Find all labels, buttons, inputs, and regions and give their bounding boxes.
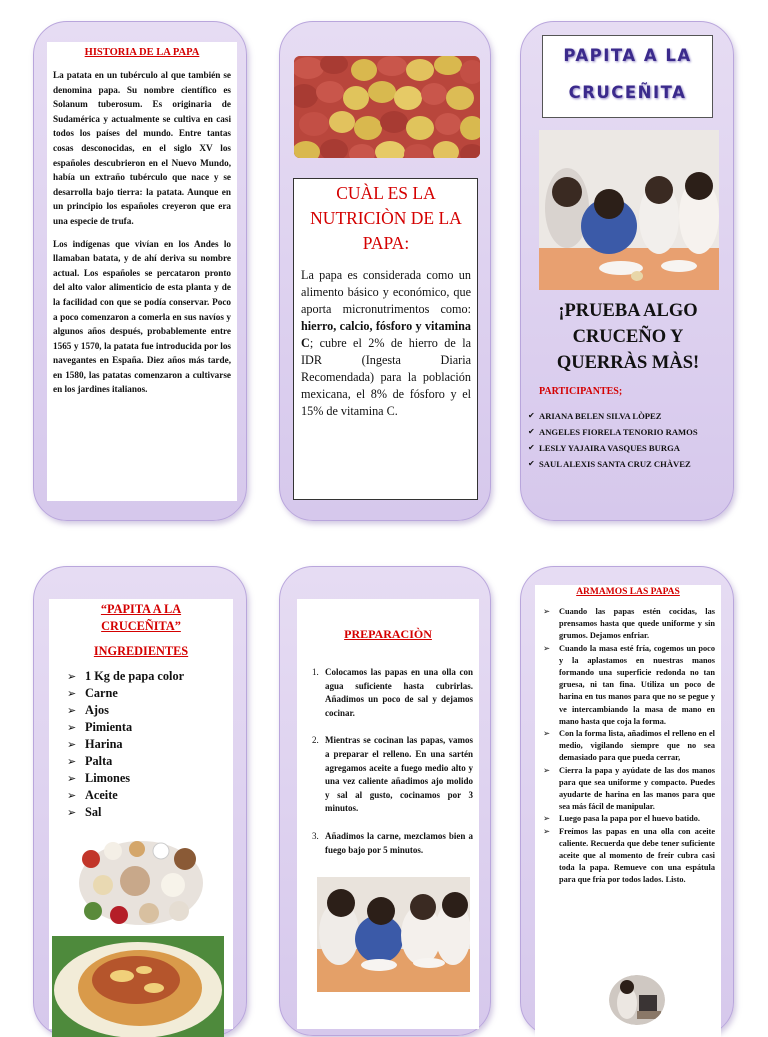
ingredient-item [67, 770, 233, 787]
history-para-1: La patata en un tubérculo al que también se denomina papa. Su nombre científico es Solanum tuberosum. Es originaria de Sudamérica y actualmente se cultiva en casi todos los países del mundo. Entre tantas cosas desconocidas, en el siglo XV los españoles descubrieron en el Nuevo Mundo, había un extraño tubérculo que nace y se desarrolla bajo tierra: la patata. Aunque en un principio los españoles creyeron que era una especie de trufa. [53, 70, 231, 226]
ingredient-item [67, 787, 233, 804]
check-icon: ✔ [528, 427, 535, 436]
participants-label: PARTICIPANTES; [539, 386, 623, 397]
participant-item [528, 408, 734, 424]
assembly-steps [535, 606, 721, 887]
arrow-bullet-icon: ➢ [67, 721, 77, 734]
nutrition-box [293, 178, 478, 500]
assembly-step [543, 813, 715, 825]
ingredient-name: Sal [85, 805, 102, 819]
check-icon: ✔ [528, 443, 535, 452]
check-icon: ✔ [528, 459, 535, 468]
step-text: Luego pasa la papa por el huevo batido. [559, 814, 700, 824]
papa-rellena-photo [52, 936, 224, 1037]
panel-ingredients [33, 566, 247, 1036]
ingredient-name: Limones [85, 771, 131, 785]
nutrition-body-rest: ; cubre el 2% de hierro de la IDR (Ingesta Diaria Recomendada) para la población mexicana, el 8% de fósforo y el 15% de vitamina C. [301, 336, 471, 418]
ingredient-item [67, 702, 233, 719]
participant-item [528, 456, 734, 472]
panel-cover [520, 21, 734, 521]
students-mixing-photo [317, 877, 470, 992]
participant-item [528, 440, 734, 456]
nutrition-body-bold: hierro, calcio, fósforo y vitamina C [301, 319, 471, 350]
arrow-bullet-icon: ➢ [543, 607, 551, 617]
step-text: Colocamos las papas en una olla con agua suficiente hasta cubrirlas. Añadimos un poco de sal y dejamos cocinar. [325, 667, 473, 718]
ingredients-photo [77, 837, 205, 927]
arrow-bullet-icon: ➢ [67, 806, 77, 819]
ingredient-name: Harina [85, 737, 123, 751]
frying-photo [609, 975, 665, 1025]
ingredient-name: Pimienta [85, 720, 133, 734]
panel-nutrition [279, 21, 491, 521]
preparation-step [321, 666, 473, 720]
step-text: Mientras se cocinan las papas, vamos a preparar el relleno. En una sartén agregamos aceite a fuego medio alto y una vez caliente añadimos ajo molido y sal al gusto, cocinamos por 3 minutos. [325, 735, 473, 814]
ingredients-label: INGREDIENTES [93, 644, 189, 658]
panel-assembly [520, 566, 734, 1036]
step-text: Cierra la papa y ayúdate de las dos manos para que sea uniforme y compacto. Puedes ayudarte de harina en las manos para que sea más fácil de manipular. [559, 765, 715, 812]
arrow-bullet-icon: ➢ [543, 765, 551, 776]
panel-history [33, 21, 247, 521]
step-text: Freímos las papas en una olla con aceite caliente. Recuerda que debe tener suficiente aceite que al momento de freír cubra casi toda la papa. Remueve con una espátula para que fría por todos lados. Listo. [559, 826, 715, 885]
preparation-title: PREPARACIÒN [344, 627, 432, 641]
arrow-bullet-icon: ➢ [67, 789, 77, 802]
ingredient-name: Carne [85, 686, 118, 700]
check-icon: ✔ [528, 411, 535, 420]
assembly-box [535, 585, 721, 1037]
ingredient-name: Ajos [85, 703, 109, 717]
step-text: Cuando la masa esté fría, cogemos un poco y la aplastamos en nuestras manos formando una superficie redonda no tan gruesa, ni tan fina. Utiliza un poco de harina en tus manos para que no se pegue y ve intercambiando la masa de mano en mano hasta que coja la forma. [559, 643, 715, 726]
participant-name: ANGELES FIORELA TENORIO RAMOS [539, 427, 698, 437]
arrow-bullet-icon: ➢ [543, 814, 551, 825]
recipe-title: “PAPITA A LA CRUCEÑITA” [100, 602, 182, 633]
assembly-step [543, 765, 715, 814]
ingredient-item [67, 804, 233, 821]
arrow-bullet-icon: ➢ [67, 704, 77, 717]
assembly-step [543, 606, 715, 643]
participants-list [528, 408, 734, 472]
ingredient-item [67, 719, 233, 736]
step-text: Cuando las papas estén cocidas, las prensamos hasta que quede uniforme y sin grumos. Dejamos enfriar. [559, 607, 715, 641]
arrow-bullet-icon: ➢ [543, 643, 551, 654]
nutrition-body [301, 267, 471, 420]
preparation-step [321, 830, 473, 857]
ingredients-list [67, 668, 233, 821]
ingredient-name: Palta [85, 754, 113, 768]
participant-name: ARIANA BELEN SILVA LÒPEZ [539, 411, 662, 421]
assembly-step [543, 643, 715, 728]
assembly-title: ARMAMOS LAS PAPAS [576, 587, 680, 597]
participant-name: LESLY YAJAIRA VASQUES BURGA [539, 443, 680, 453]
arrow-bullet-icon: ➢ [67, 670, 77, 683]
slogan: ¡PRUEBA ALGO CRUCEÑO Y QUERRÀS MÀS! [556, 301, 700, 373]
assembly-step [543, 728, 715, 765]
potatoes-photo [294, 56, 480, 158]
ingredient-item [67, 668, 233, 685]
panel-preparation [279, 566, 491, 1036]
step-text: Añadimos la carne, mezclamos bien a fuego bajo por 5 minutos. [325, 830, 473, 855]
arrow-bullet-icon: ➢ [67, 755, 77, 768]
arrow-bullet-icon: ➢ [67, 738, 77, 751]
nutrition-heading: CUÀL ES LA NUTRICIÒN DE LA PAPA: [310, 183, 462, 253]
cover-title-line-2: CRUCEÑITA [568, 83, 687, 102]
arrow-bullet-icon: ➢ [543, 729, 551, 740]
cover-title-box [542, 35, 713, 118]
arrow-bullet-icon: ➢ [67, 687, 77, 700]
history-box [47, 42, 237, 501]
participant-item [528, 424, 734, 440]
step-text: Con la forma lista, añadimos el relleno en el medio, vigilando siempre que no sea demasiado para que pueda cerrar, [559, 729, 715, 763]
ingredient-item [67, 685, 233, 702]
cover-title-line-1: PAPITA A LA [563, 46, 692, 65]
history-para-2: Los indígenas que vivían en los Andes lo llamaban batata, y de ahí deriva su nombre actual. Los españoles se percataron pronto del alto valor alimenticio de esta planta y de la facilidad con que se podía conservar. Poco a poco comenzaron a comerla en sus navíos y algunos años después, probablemente entre 1565 y 1570, la patata fue introducida por los navegantes en España. Diez años más tarde, en 1580, las patatas comenzaron a cultivarse en los jardines italianos. [53, 238, 231, 395]
nutrition-body-intro: La papa es considerada como un alimento básico y económico, que aporta micronutrimentos como: [301, 268, 471, 316]
participant-name: SAUL ALEXIS SANTA CRUZ CHÀVEZ [539, 459, 691, 469]
history-title: HISTORIA DE LA PAPA [84, 47, 200, 58]
arrow-bullet-icon: ➢ [543, 826, 551, 837]
ingredient-name: 1 Kg de papa color [85, 669, 185, 683]
ingredient-item [67, 753, 233, 770]
ingredient-item [67, 736, 233, 753]
ingredient-name: Aceite [85, 788, 118, 802]
preparation-steps [297, 666, 479, 857]
assembly-step [543, 826, 715, 887]
students-cooking-photo [539, 130, 719, 290]
preparation-step [321, 734, 473, 816]
arrow-bullet-icon: ➢ [67, 772, 77, 785]
